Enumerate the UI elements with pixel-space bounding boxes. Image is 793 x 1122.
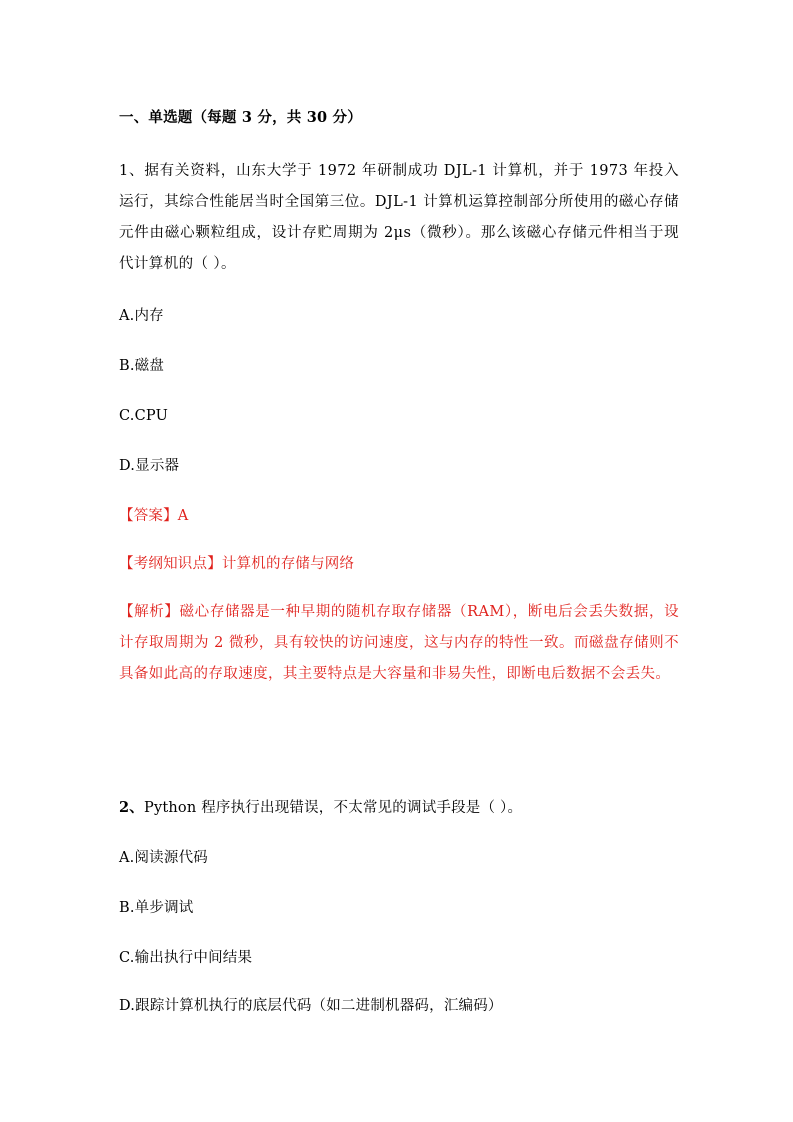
question-2-option-a: A.阅读源代码	[119, 850, 208, 866]
question-2-option-d: D.跟踪计算机执行的底层代码（如二进制机器码，汇编码）	[119, 998, 503, 1014]
question-2-option-c: C.输出执行中间结果	[119, 950, 253, 966]
question-2-option-b: B.单步调试	[119, 900, 194, 916]
question-1-option-d: D.显示器	[119, 458, 180, 474]
question-1-option-c: C.CPU	[119, 408, 169, 424]
question-1-answer: 【答案】A	[119, 508, 189, 524]
question-1-analysis: 【解析】磁心存储器是一种早期的随机存取存储器（RAM），断电后会丢失数据，设计存取周期为 2 微秒，具有较快的访问速度，这与内存的特性一致。而磁盘存储则不具备如此高的存取速度，其主要特点是大容量和非易失性，即断电后数据不会丢失。	[119, 604, 679, 682]
question-2-stem: Python 程序执行出现错误，不太常见的调试手段是（ ）。	[144, 800, 523, 816]
section-heading: 一、单选题（每题 3 分，共 30 分）	[119, 109, 362, 126]
question-2-stem-line	[119, 798, 522, 818]
question-1-option-a: A.内存	[119, 308, 164, 324]
question-1-option-b: B.磁盘	[119, 358, 165, 374]
question-1-knowledge-point: 【考纲知识点】计算机的存储与网络	[119, 556, 355, 572]
question-1-stem: 1、据有关资料，山东大学于 1972 年研制成功 DJL-1 计算机，并于 1973 年投入运行，其综合性能居当时全国第三位。DJL-1 计算机运算控制部分所使用的磁心存储元件由磁心颗粒组成，设计存贮周期为 2μs（微秒）。那么该磁心存储元件相当于现代计算机的（ ）。	[119, 163, 679, 272]
question-2-number: 2、	[119, 799, 144, 816]
